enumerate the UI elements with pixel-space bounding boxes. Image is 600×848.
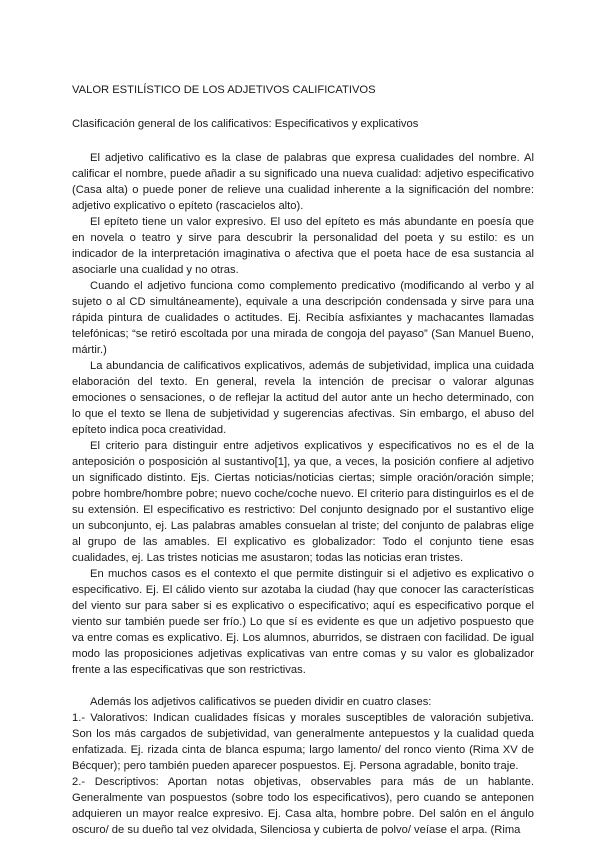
paragraph-spacer [72, 678, 534, 694]
document-title: VALOR ESTILÍSTICO DE LOS ADJETIVOS CALIFICATIVOS [72, 84, 376, 96]
paragraph-predicativo: Cuando el adjetivo funciona como complemento predicativo (modificando al verbo y al sujeto o al CD simultáneamente), equivale a una descripción condensada y sirve para una rápida pintura de cualidades o actitudes. Ej. Recibía asfixiantes y machacantes llamadas telefónicas; “se retiró escoltada por una mirada de congoja del payaso” (San Manuel Bueno, mártir.) [72, 280, 534, 356]
class-item-descriptivos: 2.- Descriptivos: Aportan notas objetivas, observables para más de un hablante. Generalmente van pospuestos (sobre todo los especificativos), pero cuando se anteponen adquieren un mayor realce expresivo. Ej. Casa alta, hombre pobre. Del salón en el ángulo oscuro/ de su dueño tal vez olvidada, Silenciosa y cubierta de polvo/ veíase el arpa. (Rima [72, 776, 534, 836]
paragraph-abundancia: La abundancia de calificativos explicativos, además de subjetividad, implica una cuidada elaboración del texto. En general, revela la intención de precisar o valorar algunas emociones o sensaciones, o de reflejar la actitud del autor ante un hecho determinado, con lo que el texto se llena de subjetividad y sugerencias afectivas. Sin embargo, el abuso del epíteto indica poca creatividad. [72, 360, 534, 436]
paragraph-contexto: En muchos casos es el contexto el que permite distinguir si el adjetivo es explicativo o especificativo. Ej. El cálido viento sur azotaba la ciudad (hay que conocer las características del viento sur para saber si es explicativo o especificativo; aquí es especificativo porque el viento sur también puede ser frío.) Lo que sí es evidente es que un adjetivo pospuesto que va entre comas es explicativo. Ej. Los alumnos, aburridos, se distraen con facilidad. De igual modo las proposiciones adjetivas explicativas van entre comas y su valor es globalizador frente a las especificativas que son restrictivas. [72, 568, 534, 676]
document-page [72, 82, 534, 838]
classes-intro: Además los adjetivos calificativos se pueden dividir en cuatro clases: [90, 696, 432, 708]
paragraph-criterio: El criterio para distinguir entre adjetivos explicativos y especificativos no es el de la anteposición o posposición al sustantivo[1], ya que, a veces, la posición confiere al adjetivo un significado distinto. Ejs. Ciertas noticias/noticias ciertas; simple oración/oración simple; pobre hombre/hombre pobre; nuevo coche/coche nuevo. El criterio para distinguirlos es el de su extensión. El especificativo es restrictivo: Del conjunto designado por el sustantivo elige un subconjunto, ej. Las palabras amables consuelan al triste; del conjunto de palabras elige al grupo de las amables. El explicativo es globalizador: Todo el conjunto tiene esas cualidades, ej. Las tristes noticias me asustaron; todas las noticias eran tristes. [72, 440, 534, 564]
paragraph-definition: El adjetivo calificativo es la clase de palabras que expresa cualidades del nombre. Al calificar el nombre, puede añadir a su significado una nueva cualidad: adjetivo especificativo (Casa alta) o puede poner de relieve una cualidad inherente a la significación del nombre: adjetivo explicativo o epíteto (rascacielos alto). [72, 152, 534, 212]
document-subtitle: Clasificación general de los calificativos: Especificativos y explicativos [72, 118, 419, 130]
paragraph-epiteto: El epíteto tiene un valor expresivo. El uso del epíteto es más abundante en poesía que en novela o teatro y sirve para descubrir la personalidad del poeta y su estilo: es un indicador de la interpretación imaginativa o afectiva que el poeta hace de esa sustancia al asociarle una cualidad y no otras. [72, 216, 534, 276]
class-item-valorativos: 1.- Valorativos: Indican cualidades físicas y morales susceptibles de valoración subjetiva. Son los más cargados de subjetividad, van generalmente antepuestos y la cualidad queda enfatizada. Ej. rizada cinta de blanca espuma; largo lamento/ del ronco viento (Rima XV de Bécquer); pero también pueden aparecer pospuestos. Ej. Persona agradable, bonito traje. [72, 712, 534, 772]
